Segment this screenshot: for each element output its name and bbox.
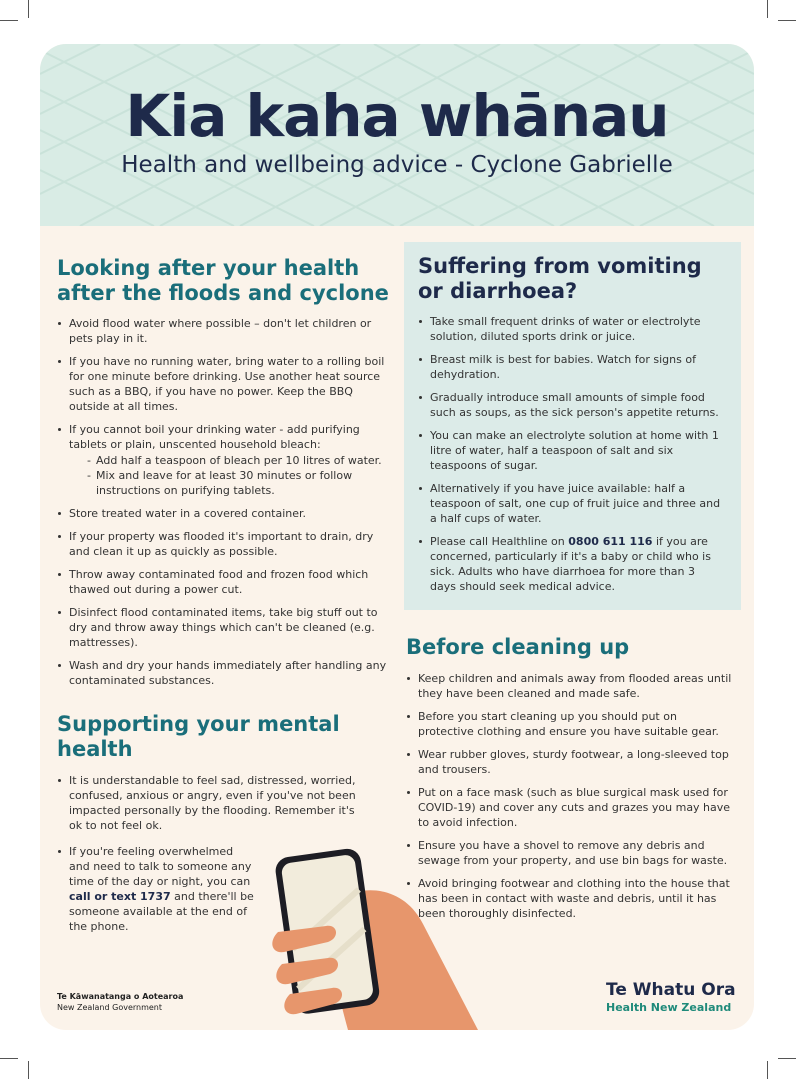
list-item: If you have no running water, bring water to a rolling boil for one minute before drinking. Use another heat source such as a BBQ, if you have no power. Keep the BBQ outside at all times.	[57, 354, 387, 414]
sub-list-item: - Add half a teaspoon of bleach per 10 litres of water.	[87, 453, 387, 468]
floods-heading-line1: Looking after your health	[57, 256, 360, 280]
gov-logo-line1: Te Kāwanatanga o Aotearoa	[57, 992, 184, 1001]
brand-logo-line2: Health New Zealand	[606, 1001, 732, 1014]
mental-heading-line2: health	[57, 737, 133, 761]
list-item: Wear rubber gloves, sturdy footwear, a long-sleeved top and trousers.	[406, 747, 736, 777]
gov-logo-line2: New Zealand Government	[57, 1003, 163, 1012]
crop-mark	[28, 1061, 29, 1079]
page-subtitle: Health and wellbeing advice - Cyclone Gabrielle	[121, 152, 673, 178]
mental-heading	[57, 712, 387, 762]
health-nz-logo	[606, 980, 746, 1014]
list-item	[57, 422, 387, 498]
vomiting-list	[418, 314, 723, 602]
crop-mark	[28, 0, 29, 18]
list-item: Alternatively if you have juice available: half a teaspoon of salt, one cup of fruit juice and three and a half cups of water.	[418, 481, 723, 526]
list-item: Put on a face mask (such as blue surgical mask used for COVID-19) and cover any cuts and grazes you may have to avoid infection.	[406, 785, 736, 830]
crop-mark	[767, 0, 768, 18]
healthline-number: 0800 611 116	[568, 535, 653, 548]
list-item: Gradually introduce small amounts of simple food such as soups, as the sick person's appetite returns.	[418, 390, 723, 420]
brand-logo-line1: Te Whatu Ora	[606, 980, 736, 1000]
list-item: Avoid flood water where possible – don't let children or pets play in it.	[57, 316, 387, 346]
list-item: Throw away contaminated food and frozen food which thawed out during a power cut.	[57, 567, 387, 597]
list-item: Avoid bringing footwear and clothing into the house that has been in contact with waste and debris, until it has been thoroughly disinfected.	[406, 876, 736, 921]
list-item: Ensure you have a shovel to remove any debris and sewage from your property, and use bin bags for waste.	[406, 838, 736, 868]
vomiting-heading-line2: or diarrhoea?	[418, 279, 578, 303]
nz-government-logo	[57, 992, 183, 1012]
list-item: Disinfect flood contaminated items, take big stuff out to dry and throw away things which can't be cleaned (e.g. mattresses).	[57, 605, 387, 650]
floods-list	[57, 316, 387, 696]
vomiting-box	[404, 242, 741, 610]
list-item	[57, 844, 257, 934]
list-item: Wash and dry your hands immediately after handling any contaminated substances.	[57, 658, 387, 688]
list-item: You can make an electrolyte solution at home with 1 litre of water, half a teaspoon of salt and six teaspoons of sugar.	[418, 428, 723, 473]
list-item: It is understandable to feel sad, distressed, worried, confused, anxious or angry, even if you've not been impacted personally by the flooding. Remember it's ok to not feel ok.	[57, 773, 357, 833]
vomiting-heading	[418, 254, 728, 304]
mental-list-2	[57, 844, 257, 942]
support-text: If you're feeling overwhelmed and need to talk to someone any time of the day or night, you can	[69, 845, 252, 888]
list-item-text: If you cannot boil your drinking water - add purifying tablets or plain, unscented household bleach:	[69, 423, 360, 451]
floods-heading	[57, 256, 397, 306]
crop-mark	[0, 1058, 18, 1059]
list-item: Store treated water in a covered container.	[57, 506, 387, 521]
list-item: Before you start cleaning up you should put on protective clothing and ensure you have suitable gear.	[406, 709, 736, 739]
header-banner	[40, 44, 754, 226]
crop-mark	[767, 1061, 768, 1079]
list-item: If your property was flooded it's important to drain, dry and clean it up as quickly as possible.	[57, 529, 387, 559]
sub-list-item: - Mix and leave for at least 30 minutes or follow instructions on purifying tablets.	[87, 468, 387, 498]
mental-heading-line1: Supporting your mental	[57, 712, 340, 736]
floods-heading-line2: after the floods and cyclone	[57, 281, 389, 305]
list-item: Keep children and animals away from flooded areas until they have been cleaned and made safe.	[406, 671, 736, 701]
poster-card	[40, 44, 754, 1030]
bleach-sublist	[69, 453, 387, 498]
page-title: Kia kaha whānau	[125, 82, 669, 150]
healthline-text-end: if you are concerned, particularly if it's a baby or child who is sick. Adults who have diarrhoea for more than 3 days should seek medical advice.	[430, 535, 711, 593]
hand-holding-phone-illustration-icon	[268, 824, 528, 1030]
support-text-end: and there'll be someone available at the end of the phone.	[69, 890, 254, 933]
vomiting-heading-line1: Suffering from vomiting	[418, 254, 702, 278]
crop-mark	[778, 20, 796, 21]
list-item: Breast milk is best for babies. Watch for signs of dehydration.	[418, 352, 723, 382]
healthline-text: Please call Healthline on	[430, 535, 569, 548]
crop-mark	[778, 1058, 796, 1059]
cleaning-heading: Before cleaning up	[406, 635, 630, 659]
crop-mark	[0, 20, 18, 21]
list-item: Take small frequent drinks of water or electrolyte solution, diluted sports drink or juice.	[418, 314, 723, 344]
list-item	[418, 534, 723, 594]
support-helpline: call or text 1737	[69, 890, 171, 903]
